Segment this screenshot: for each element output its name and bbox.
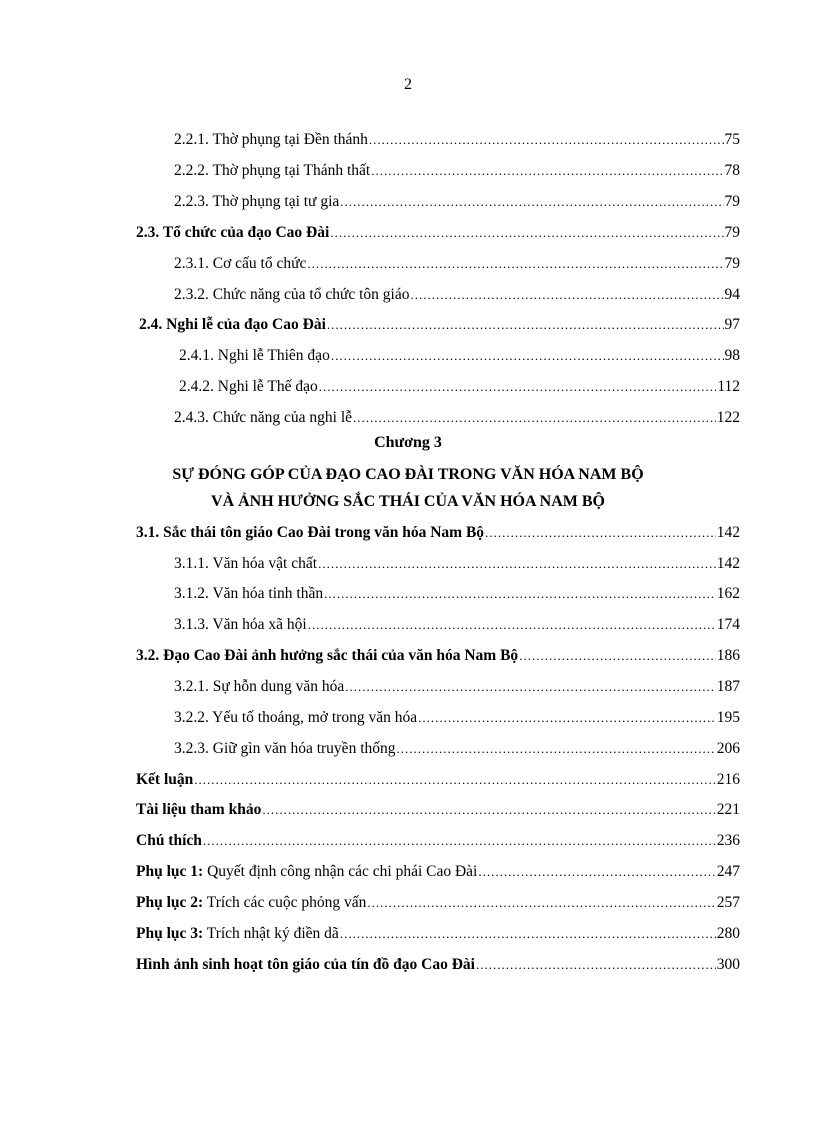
- dot-leader: [367, 895, 715, 911]
- toc-entry-page: 257: [716, 894, 740, 911]
- toc-entry: [174, 616, 740, 636]
- toc-entry: [174, 255, 740, 275]
- toc-entry-page: 122: [716, 409, 740, 426]
- toc-entry-title: [136, 894, 366, 912]
- toc-entry: [174, 740, 740, 760]
- appendix-title: Trích nhật ký điền dã: [203, 925, 339, 942]
- toc-entry-page: 98: [724, 347, 740, 364]
- toc-entry-title: [136, 863, 477, 881]
- toc-entry: [174, 286, 740, 306]
- toc-entry-title: Chú thích: [136, 832, 202, 849]
- toc-entry: [174, 555, 740, 575]
- toc-entry-title: 3.2. Đạo Cao Đài ảnh hưởng sắc thái của văn hóa Nam Bộ: [136, 647, 519, 664]
- toc-entry-page: 112: [717, 378, 740, 395]
- toc-entry-title: [136, 925, 339, 943]
- toc-entry-title: 2.2.2. Thờ phụng tại Thánh thất: [174, 162, 371, 179]
- toc-entry: [136, 956, 740, 976]
- toc-entry: [139, 316, 740, 336]
- toc-entry-page: 79: [724, 224, 740, 241]
- dot-leader: [308, 617, 716, 633]
- toc-entry-page: 300: [716, 956, 740, 973]
- toc-entry-page: 174: [716, 616, 740, 633]
- dot-leader: [331, 348, 724, 364]
- dot-leader: [418, 710, 716, 726]
- toc-entry-title: 2.3. Tổ chức của đạo Cao Đài: [136, 224, 330, 241]
- dot-leader: [319, 379, 717, 395]
- toc-entry: [136, 524, 740, 544]
- toc-entry-title: 3.2.3. Giữ gìn văn hóa truyền thống: [174, 740, 396, 757]
- dot-leader: [345, 679, 715, 695]
- dot-leader: [324, 586, 716, 602]
- toc-entry-title: 2.4. Nghi lễ của đạo Cao Đài: [139, 316, 326, 333]
- toc-entry-title: 3.1.2. Văn hóa tinh thần: [174, 585, 324, 602]
- toc-entry-page: 195: [716, 709, 740, 726]
- toc-entry: [179, 347, 740, 367]
- toc-entry: [174, 193, 740, 213]
- toc-entry-page: 78: [724, 162, 740, 179]
- appendix-title: Quyết định công nhận các chi phái Cao Đài: [203, 863, 478, 880]
- toc-entry: [136, 771, 740, 791]
- toc-entry-title: 3.1.3. Văn hóa xã hội: [174, 616, 307, 633]
- toc-entry-title: Kết luận: [136, 771, 194, 788]
- dot-leader: [318, 556, 716, 572]
- toc-entry-page: 206: [716, 740, 740, 757]
- toc-entry-page: 187: [716, 678, 740, 695]
- toc-entry: [174, 162, 740, 182]
- toc-entry-title: 2.2.3. Thờ phụng tại tư gia: [174, 193, 340, 210]
- appendix-label: Phụ lục 2:: [136, 894, 204, 911]
- toc-entry: [179, 378, 740, 398]
- chapter-label: Chương 3: [374, 434, 442, 451]
- dot-leader: [194, 772, 715, 788]
- toc-entry: [174, 409, 740, 429]
- dot-leader: [307, 256, 723, 272]
- dot-leader: [340, 194, 723, 210]
- dot-leader: [478, 864, 715, 880]
- toc-entry-page: 97: [724, 316, 740, 333]
- toc-entry-page: 247: [716, 863, 740, 880]
- toc-entry-page: 79: [724, 255, 740, 272]
- dot-leader: [369, 132, 724, 148]
- dot-leader: [262, 802, 715, 818]
- toc-entry-title: 2.4.3. Chức năng của nghi lễ: [174, 409, 353, 426]
- toc-entry-page: 221: [716, 801, 740, 818]
- toc-entry-title: 2.4.1. Nghi lễ Thiên đạo: [179, 347, 330, 364]
- dot-leader: [519, 648, 716, 664]
- toc-entry: [174, 709, 740, 729]
- toc-entry-title: 3.1.1. Văn hóa vật chất: [174, 555, 318, 572]
- toc-entry-page: 75: [724, 131, 740, 148]
- toc-entry-title: Tài liệu tham khảo: [136, 801, 262, 818]
- dot-leader: [410, 287, 723, 303]
- toc-entry: [174, 678, 740, 698]
- toc-entry: [174, 585, 740, 605]
- toc-entry-title: 3.2.1. Sự hỗn dung văn hóa: [174, 678, 345, 695]
- toc-entry-title: 2.4.2. Nghi lễ Thế đạo: [179, 378, 318, 395]
- dot-leader: [485, 525, 716, 541]
- toc-entry: [136, 647, 740, 667]
- appendix-title: Trích các cuộc phỏng vấn: [203, 894, 367, 911]
- dot-leader: [340, 926, 716, 942]
- toc-entry-page: 142: [716, 555, 740, 572]
- toc-entry: [174, 131, 740, 151]
- appendix-label: Phụ lục 3:: [136, 925, 204, 942]
- toc-entry-page: 142: [716, 524, 740, 541]
- chapter-title-line-2: VÀ ẢNH HƯỞNG SẮC THÁI CỦA VĂN HÓA NAM BỘ: [211, 493, 605, 510]
- page-number: 2: [404, 76, 412, 93]
- dot-leader: [327, 317, 724, 333]
- dot-leader: [371, 163, 723, 179]
- toc-entry: [136, 894, 740, 914]
- toc-entry-title: 3.1. Sắc thái tôn giáo Cao Đài trong văn hóa Nam Bộ: [136, 524, 485, 541]
- toc-entry: [136, 832, 740, 852]
- toc-entry-title: Hình ảnh sinh hoạt tôn giáo của tín đồ đạo Cao Đài: [136, 956, 475, 973]
- dot-leader: [203, 833, 716, 849]
- dot-leader: [353, 410, 716, 426]
- toc-entry-page: 186: [716, 647, 740, 664]
- toc-entry-page: 94: [724, 286, 740, 303]
- toc-entry-page: 280: [716, 925, 740, 942]
- toc-entry-title: 2.3.2. Chức năng của tổ chức tôn giáo: [174, 286, 410, 303]
- toc-entry: [136, 801, 740, 821]
- toc-entry-page: 79: [724, 193, 740, 210]
- toc-entry: [136, 925, 740, 945]
- toc-entry-page: 216: [716, 771, 740, 788]
- dot-leader: [397, 741, 716, 757]
- toc-entry-title: 2.2.1. Thờ phụng tại Đền thánh: [174, 131, 368, 148]
- dot-leader: [476, 957, 716, 973]
- dot-leader: [330, 225, 723, 241]
- toc-entry-title: 3.2.2. Yếu tố thoáng, mở trong văn hóa: [174, 709, 418, 726]
- chapter-title-line-1: SỰ ĐÓNG GÓP CỦA ĐẠO CAO ĐÀI TRONG VĂN HÓA NAM BỘ: [172, 466, 644, 483]
- appendix-label: Phụ lục 1:: [136, 863, 204, 880]
- toc-entry-page: 162: [716, 585, 740, 602]
- toc-entry: [136, 224, 740, 244]
- toc-entry: [136, 863, 740, 883]
- toc-entry-title: 2.3.1. Cơ cấu tổ chức: [174, 255, 307, 272]
- toc-entry-page: 236: [716, 832, 740, 849]
